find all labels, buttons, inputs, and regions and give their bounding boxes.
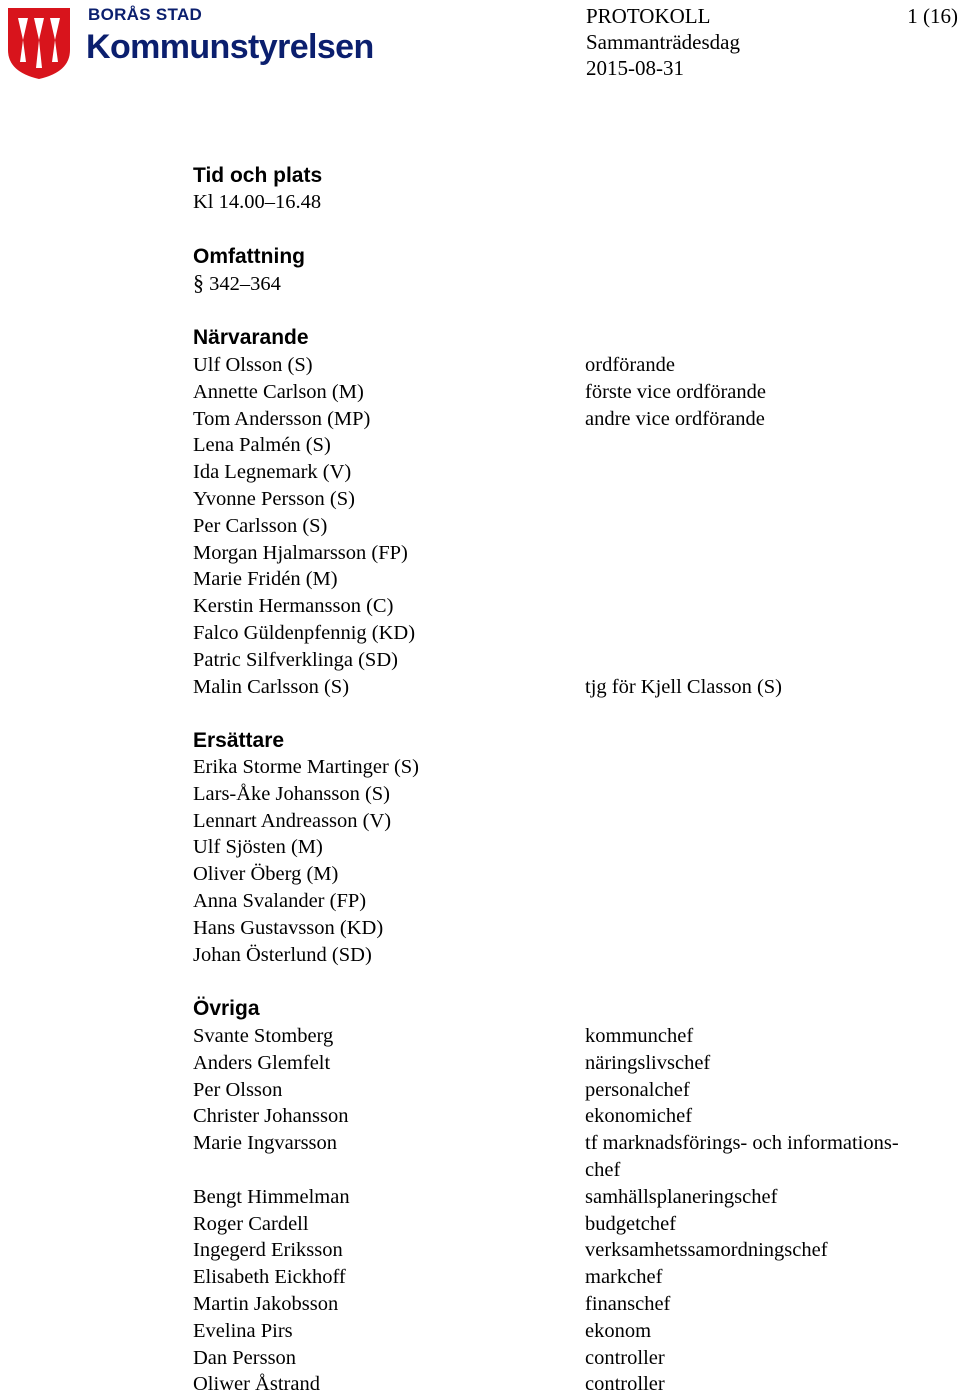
list-item: controller [585, 1373, 665, 1396]
list-item: Evelina Pirs [193, 1319, 293, 1342]
list-item: Ulf Sjösten (M) [193, 836, 323, 859]
list-item [585, 432, 782, 459]
section-sign: § [193, 270, 204, 295]
list-item: Marie Ingvarsson [193, 1132, 338, 1155]
heading-tid-och-plats: Tid och plats [193, 164, 323, 187]
list-item: Elisabeth Eickhoff [193, 1266, 346, 1289]
list-item [193, 1157, 350, 1184]
present-roles-list [585, 352, 782, 700]
list-item: tf marknadsförings- och informations- [585, 1132, 899, 1155]
list-item: finanschef [585, 1292, 671, 1315]
meeting-label: Sammanträdesdag [586, 30, 740, 54]
list-item: Ida Legnemark (V) [193, 461, 352, 484]
time-text: Kl 14.00–16.48 [193, 191, 322, 213]
list-item: Ulf Olsson (S) [193, 354, 313, 376]
list-item: samhällsplaneringschef [585, 1185, 778, 1208]
list-item: Tom Andersson (MP) [193, 407, 371, 430]
list-item: verksamhetssamordningschef [585, 1239, 828, 1262]
list-item: ekonomichef [585, 1105, 693, 1128]
list-item: förste vice ordförande [585, 380, 766, 403]
list-item [585, 593, 782, 620]
list-item: andre vice ordförande [585, 407, 765, 430]
heading-ersattare: Ersättare [193, 729, 285, 752]
list-item: tjg för Kjell Classon (S) [585, 675, 783, 698]
list-item: Annette Carlson (M) [193, 380, 364, 403]
heading-omfattning: Omfattning [193, 245, 305, 268]
heading-narvarande: Närvarande [193, 326, 309, 349]
list-item: Johan Österlund (SD) [193, 943, 372, 966]
document-type: PROTOKOLL [586, 4, 711, 28]
list-item: Morgan Hjalmarsson (FP) [193, 541, 408, 564]
list-item: chef [585, 1158, 621, 1181]
heading-ovriga: Övriga [193, 997, 260, 1020]
boras-coat-of-arms-logo [6, 6, 72, 80]
list-item: Erika Storme Martinger (S) [193, 756, 420, 778]
list-item: Marie Fridén (M) [193, 568, 338, 591]
list-item [585, 459, 782, 486]
list-item: Oliwer Åstrand [193, 1373, 320, 1396]
list-item [585, 647, 782, 674]
list-item: Kerstin Hermansson (C) [193, 595, 394, 618]
list-item: personalchef [585, 1078, 690, 1101]
list-item: Roger Cardell [193, 1212, 309, 1235]
list-item: Dan Persson [193, 1346, 297, 1369]
list-item [585, 540, 782, 567]
list-item: Christer Johansson [193, 1105, 349, 1128]
list-item: markchef [585, 1266, 663, 1289]
substitutes-list [193, 754, 419, 968]
page-number: 1 (16) [907, 4, 958, 28]
list-item: Oliver Öberg (M) [193, 863, 339, 886]
org-city-name: BORÅS STAD [88, 5, 203, 24]
list-item: budgetchef [585, 1212, 677, 1235]
list-item: Anders Glemfelt [193, 1051, 331, 1074]
list-item: Hans Gustavsson (KD) [193, 916, 384, 939]
list-item [585, 486, 782, 513]
list-item: kommunchef [585, 1025, 694, 1047]
list-item: Per Carlsson (S) [193, 514, 328, 537]
list-item: näringslivschef [585, 1051, 711, 1074]
list-item [585, 566, 782, 593]
list-item: controller [585, 1346, 665, 1369]
others-roles-list [585, 1023, 899, 1398]
present-names-list [193, 352, 415, 700]
list-item: Martin Jakobsson [193, 1292, 339, 1315]
list-item: Anna Svalander (FP) [193, 889, 367, 912]
meeting-date: 2015-08-31 [586, 56, 684, 80]
list-item: Lars-Åke Johansson (S) [193, 782, 390, 805]
scope-line [193, 270, 281, 298]
list-item: Patric Silfverklinga (SD) [193, 648, 398, 671]
list-item [585, 620, 782, 647]
list-item: Per Olsson [193, 1078, 283, 1101]
list-item: Yvonne Persson (S) [193, 487, 355, 510]
list-item: Bengt Himmelman [193, 1185, 350, 1208]
list-item: Malin Carlsson (S) [193, 675, 350, 698]
list-item: Ingegerd Eriksson [193, 1239, 343, 1262]
list-item: Falco Güldenpfennig (KD) [193, 621, 416, 644]
list-item: Lennart Andreasson (V) [193, 809, 392, 832]
list-item [585, 513, 782, 540]
list-item: Svante Stomberg [193, 1025, 334, 1047]
list-item: ekonom [585, 1319, 652, 1342]
list-item: ordförande [585, 354, 675, 376]
list-item: Lena Palmén (S) [193, 434, 331, 457]
org-name: Kommunstyrelsen [86, 28, 374, 66]
others-names-list [193, 1023, 350, 1398]
scope-paragraphs: 342–364 [209, 273, 281, 295]
